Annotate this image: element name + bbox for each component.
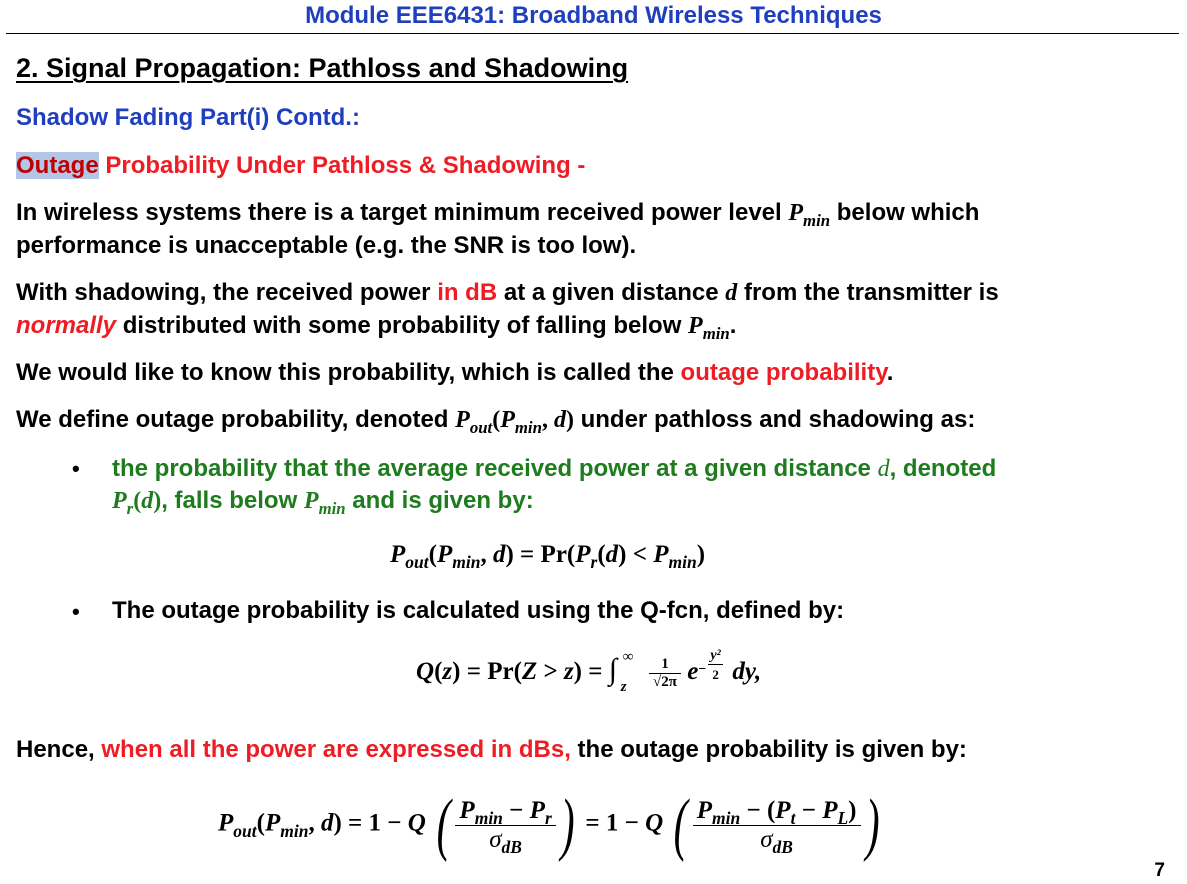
paragraph-5 — [16, 736, 967, 764]
var: P — [788, 200, 804, 226]
slide-title: 2. Signal Propagation: Pathloss and Shadowing — [16, 53, 629, 83]
pmin-symbol — [788, 200, 831, 230]
distance-symbol: d — [725, 280, 738, 306]
pr-d-symbol: $P_r(d)$ — [112, 488, 162, 518]
fraction-pmin-minus-pr: $\frac{P_{min} - P_r}{\sigma_{dB}}$ — [455, 797, 555, 854]
pmin-symbol — [688, 313, 730, 343]
text: distributed with some probability of falling below — [116, 312, 689, 339]
integral-sign: ∫ ∞ z — [608, 648, 634, 695]
text: from the transmitter is — [737, 279, 999, 306]
page-number: 7 — [1154, 860, 1165, 881]
course-header: Module EEE6431: Broadband Wireless Techniques — [305, 2, 882, 29]
db-emphasis: when all the power are expressed in dBs, — [101, 736, 571, 763]
section-heading-rest: Probability Under Pathloss & Shadowing - — [98, 152, 586, 179]
sub: min — [702, 323, 730, 343]
text: We define outage probability, denoted — [16, 406, 456, 433]
fraction-pmin-minus-pt-pl: $\frac{P_{min} - (P_t - P_L)}{\sigma_{dB}}$ — [693, 797, 861, 854]
equation-q-function: Q(z) = Pr(Z > z) = ∫ ∞ z $\frac{1}{√2\pi}$ e − y² 2 dy, — [416, 648, 762, 695]
bullet-1-line-1 — [112, 455, 996, 483]
paragraph-3 — [16, 359, 893, 387]
paragraph-1-line-2: performance is unacceptable (e.g. the SNR is too low). — [16, 232, 637, 259]
text: Hence, — [16, 736, 102, 763]
text: the probability that the average received power at a given distance — [112, 455, 878, 482]
normally-emphasis: normally — [16, 312, 117, 339]
text: below which — [830, 199, 980, 226]
text: We would like to know this probability, which is called the — [16, 359, 681, 386]
section-heading — [16, 152, 585, 180]
text: and is given by: — [345, 487, 534, 514]
equation-outage-result: $P_{out}(P_{min}$, d) = 1 − Q ( $\frac{P_{min} - P_r}{\sigma_{dB}}$ ) = 1 − Q ( $\frac{P_{min} - (P_t - P_L)}{\sigma_{dB}}$ ) — [218, 786, 880, 863]
bullet-marker: • — [72, 599, 80, 624]
distance-symbol: d — [877, 456, 890, 482]
bullet-marker: • — [72, 456, 80, 481]
text: at a given distance — [497, 279, 726, 306]
text: With shadowing, the received power — [16, 279, 438, 306]
text: under pathloss and shadowing as: — [573, 406, 976, 433]
equation-outage-definition: $P_{out}(P_{min}$, $d) = Pr(P_r(d) < P_{min})$ — [390, 541, 706, 573]
header-divider — [6, 33, 1179, 34]
highlighted-word: Outage — [16, 152, 99, 179]
text: In wireless systems there is a target minimum received power level — [16, 199, 789, 226]
paragraph-2-line-2 — [16, 312, 737, 343]
fraction-1-over-sqrt-2pi: $\frac{1}{√2\pi}$ — [649, 656, 681, 691]
var: P — [688, 313, 703, 339]
exponent: − y² 2 — [698, 648, 721, 682]
bullet-1-line-2 — [112, 487, 534, 518]
paragraph-1-line-1 — [16, 199, 980, 230]
text: , denoted — [889, 455, 997, 482]
outage-probability-term: outage probability — [680, 359, 887, 386]
bullet-2: The outage probability is calculated using the Q-fcn, defined by: — [112, 597, 845, 624]
pout-symbol: $P_{out}(P_{min}$, d) — [455, 407, 574, 437]
in-db-emphasis: in dB — [437, 279, 498, 306]
slide-subtitle: Shadow Fading Part(i) Contd.: — [16, 104, 360, 131]
text: . — [886, 359, 894, 386]
pmin-symbol: $P_{min}$ — [303, 488, 346, 518]
sub: min — [803, 210, 831, 230]
paragraph-4 — [16, 406, 976, 437]
text: . — [729, 312, 737, 339]
paragraph-2-line-1 — [16, 279, 999, 307]
text: the outage probability is given by: — [570, 736, 967, 763]
text: , falls below — [161, 487, 304, 514]
